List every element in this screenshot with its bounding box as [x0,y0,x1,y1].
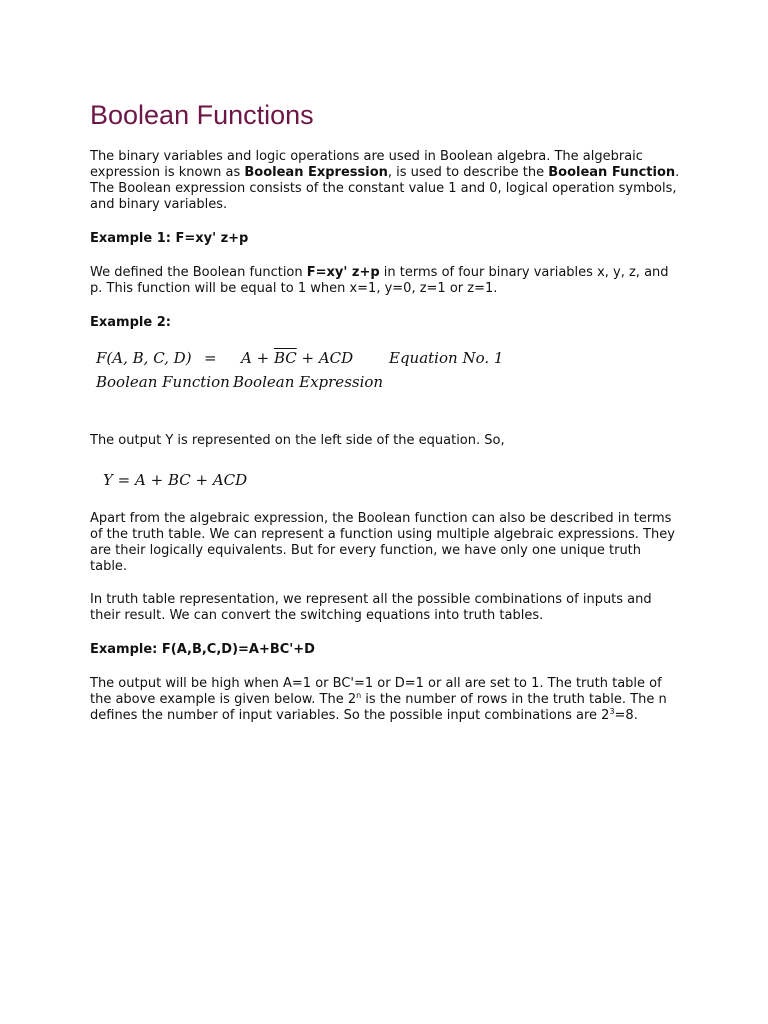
equation-rhs-b: + ACD [296,349,354,367]
defined-paragraph [90,265,680,297]
equation-number-label: Equation No. 1 [389,349,504,367]
boolean-expression-label: Boolean Expression [233,373,384,391]
intro-paragraph [90,149,680,213]
boolean-function-label: Boolean Function [96,373,230,391]
y-equation-image: Y = A + BC + ACD [103,471,248,489]
example-3-label: Example: F(A,B,C,D)=A+BC'+D [90,642,315,657]
defined-text-1: We defined the Boolean function [90,265,307,280]
intro-bold-2: Boolean Function [548,165,676,180]
document-page [90,98,680,724]
equation-lhs: F(A, B, C, D) [96,349,192,367]
output-paragraph: The output Y is represented on the left side of the equation. So, [90,433,505,448]
equation-equals: = [204,349,217,367]
superscript-3: 3 [609,707,615,716]
intro-bold-1: Boolean Expression [244,165,388,180]
equation-rhs-bc: $\overline{BC}$ [273,349,297,367]
intro-text-3: . The Boolean expression consists of the constant value 1 and 0, logical operation symbols, and binary variables. [90,165,680,212]
intro-text-2: , is used to describe the [387,165,549,180]
example-2-heading [90,315,680,331]
output-high-paragraph [90,676,680,724]
example-1-heading [90,231,680,247]
apart-paragraph: Apart from the algebraic expression, the Boolean function can also be described in terms of the truth table. We can represent a function using multiple algebraic expressions. They are their logically equivalents. But for every function, we have only one unique truth table. [90,511,675,574]
intro-text-1: The binary variables and logic operations are used in Boolean algebra. The algebraic expression is known as [90,149,643,180]
example-2-label: Example 2: [90,315,171,330]
equation-rhs-a: A + [241,349,274,367]
equation-rhs [241,349,353,367]
example-1-label: Example 1: F=xy' z+p [90,231,249,246]
superscript-n: n [356,691,362,700]
defined-bold-1: F=xy' z+p [306,265,380,280]
example-3-heading [90,642,680,658]
defined-text-2: in terms of four binary variables x, y, z, and p. This function will be equal to 1 when x=1, y=0, z=1 or z=1. [90,265,669,296]
truth-table-paragraph: In truth table representation, we represent all the possible combinations of inputs and their result. We can convert the switching equations into truth tables. [90,592,652,623]
page-title: Boolean Functions [90,100,314,130]
high-text-1: The output will be high when A=1 or BC'=1 or D=1 or all are set to 1. The truth table of the above example is given below. The 2 [90,676,662,707]
high-text-2: is the number of rows in the truth table. The n defines the number of input variables. So the possible input combinations are 2 [90,692,667,723]
high-text-3: =8. [614,708,638,723]
equation-image [90,345,680,397]
